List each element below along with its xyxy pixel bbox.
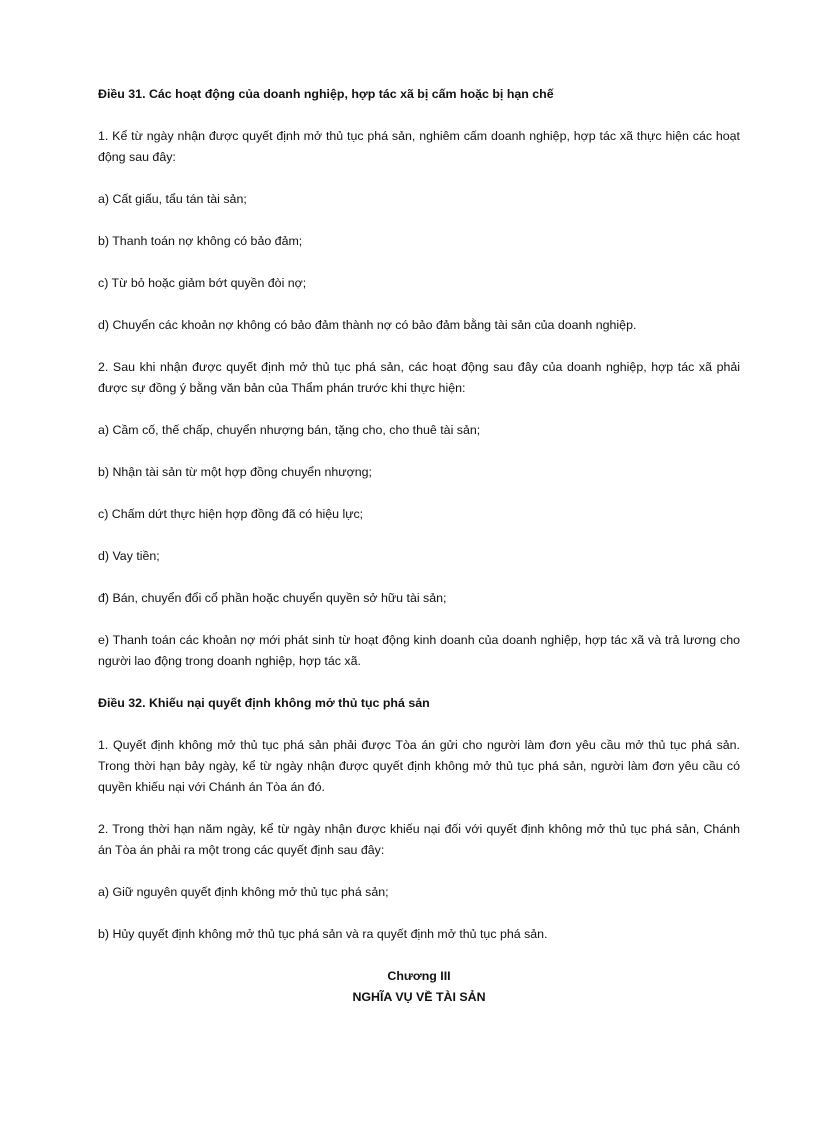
article-31-heading: Điều 31. Các hoạt động của doanh nghiệp, hợp tác xã bị cấm hoặc bị hạn chế [98,87,554,101]
chapter-title: NGHĨA VỤ VỀ TÀI SẢN [352,990,486,1004]
article-32-paragraph: b) Hủy quyết định không mở thủ tục phá sản và ra quyết định mở thủ tục phá sản. [98,927,548,941]
article-31-paragraph: a) Cầm cố, thế chấp, chuyển nhượng bán, tặng cho, cho thuê tài sản; [98,423,481,437]
article-32-paragraph: a) Giữ nguyên quyết định không mở thủ tục phá sản; [98,885,389,899]
article-31-paragraph: d) Chuyển các khoản nợ không có bảo đảm thành nợ có bảo đảm bằng tài sản của doanh nghiệp. [98,318,637,332]
article-31-paragraph: c) Chấm dứt thực hiện hợp đồng đã có hiệu lực; [98,507,364,521]
article-32-heading: Điều 32. Khiếu nại quyết định không mở thủ tục phá sản [98,696,430,710]
article-31-paragraph: a) Cất giấu, tẩu tán tài sản; [98,192,247,206]
article-31-paragraph: 1. Kể từ ngày nhận được quyết định mở thủ tục phá sản, nghiêm cấm doanh nghiệp, hợp tác xã thực hiện các hoạt động sau đây: [98,129,740,164]
chapter-number: Chương III [387,969,451,983]
article-31-paragraph: b) Nhận tài sản từ một hợp đồng chuyển nhượng; [98,465,372,479]
article-31-paragraph: c) Từ bỏ hoặc giảm bớt quyền đòi nợ; [98,276,307,290]
article-31-paragraph: b) Thanh toán nợ không có bảo đảm; [98,234,303,248]
article-31-paragraph: e) Thanh toán các khoản nợ mới phát sinh từ hoạt động kinh doanh của doanh nghiệp, hợp tác xã và trả lương cho người lao động trong doanh nghiệp, hợp tác xã. [98,633,740,668]
article-32-paragraph: 2. Trong thời hạn năm ngày, kể từ ngày nhận được khiếu nại đối với quyết định không mở thủ tục phá sản, Chánh án Tòa án phải ra một trong các quyết định sau đây: [98,822,740,857]
article-31-paragraph: 2. Sau khi nhận được quyết định mở thủ tục phá sản, các hoạt động sau đây của doanh nghiệp, hợp tác xã phải được sự đồng ý bằng văn bản của Thẩm phán trước khi thực hiện: [98,360,740,395]
article-32-paragraph: 1. Quyết định không mở thủ tục phá sản phải được Tòa án gửi cho người làm đơn yêu cầu mở thủ tục phá sản. Trong thời hạn bảy ngày, kể từ ngày nhận được quyết định không mở thủ tục phá sản, người làm đơn yêu cầu có quyền khiếu nại với Chánh án Tòa án đó. [98,738,740,794]
article-31-paragraph: d) Vay tiền; [98,549,160,563]
article-31-paragraph: đ) Bán, chuyển đổi cổ phần hoặc chuyển quyền sở hữu tài sản; [98,591,447,605]
